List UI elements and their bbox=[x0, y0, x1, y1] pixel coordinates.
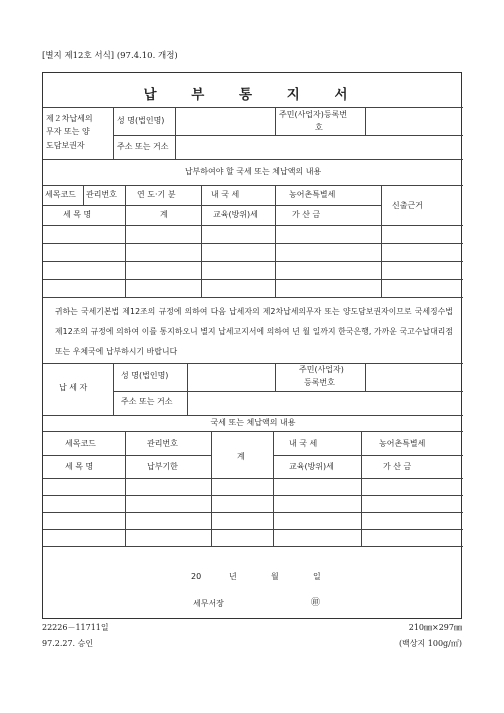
rule bbox=[275, 107, 276, 135]
rule bbox=[201, 185, 202, 297]
rule bbox=[43, 415, 463, 416]
rule bbox=[361, 431, 362, 546]
rule bbox=[113, 391, 463, 392]
rule bbox=[381, 185, 382, 297]
rule bbox=[43, 185, 463, 186]
rule bbox=[43, 279, 463, 280]
t1-header-year-category: 연 도·기 분 bbox=[137, 190, 176, 199]
rule bbox=[43, 546, 463, 547]
t1-header-total: 계 bbox=[160, 210, 168, 219]
t2-header-tax-code: 세목코드 bbox=[65, 439, 96, 448]
rule bbox=[43, 455, 211, 456]
t2-header-rural-tax: 농어촌특별세 bbox=[379, 439, 426, 448]
guarantor-address-label: 주소 또는 거소 bbox=[117, 142, 169, 151]
rule bbox=[113, 363, 114, 415]
form-title: 납 부 통 지 서 bbox=[143, 87, 363, 103]
rule bbox=[43, 495, 463, 496]
rule bbox=[43, 225, 463, 226]
tax-office-label: 세무서장 bbox=[193, 599, 224, 608]
date-year-unit: 년 bbox=[229, 572, 237, 581]
t2-header-national-tax: 내 국 세 bbox=[289, 439, 318, 448]
rule bbox=[43, 297, 463, 298]
footer-size: 210㎜×297㎜ bbox=[408, 623, 462, 632]
date-month-unit: 월 bbox=[271, 572, 279, 581]
rule bbox=[273, 455, 463, 456]
rule bbox=[211, 431, 212, 546]
t2-header-edu-tax: 교육(방위)세 bbox=[289, 462, 334, 471]
form-number-header: [별지 제12호 서식] (97.4.10. 개정) bbox=[42, 51, 178, 61]
guarantor-name-label: 성 명(법인명) bbox=[117, 116, 165, 125]
taxpayer-name-label: 성 명(법인명) bbox=[121, 371, 169, 380]
rule bbox=[365, 363, 366, 391]
guarantor-label: 도담보권자 bbox=[46, 141, 85, 150]
rule bbox=[113, 135, 463, 136]
taxpayer-address-label: 주소 또는 거소 bbox=[121, 397, 173, 406]
rule bbox=[43, 431, 463, 432]
guarantor-label: 무자 또는 양 bbox=[46, 127, 90, 136]
t1-header-mgmt-no: 관리번호 bbox=[86, 190, 117, 199]
rule bbox=[83, 185, 84, 205]
rule bbox=[175, 107, 176, 159]
t1-header-national-tax: 내 국 세 bbox=[211, 190, 240, 199]
rule bbox=[43, 478, 463, 479]
rule bbox=[273, 431, 274, 546]
rule bbox=[125, 431, 126, 546]
rule bbox=[43, 205, 381, 206]
t2-header-due: 납부기한 bbox=[147, 462, 178, 471]
guarantor-regno-label: 주민(사업자)등록번 bbox=[279, 110, 348, 119]
date-day-unit: 일 bbox=[313, 572, 321, 581]
rule bbox=[187, 363, 188, 415]
t2-header-tax-item: 세 목 명 bbox=[65, 462, 94, 471]
t2-header-total: 계 bbox=[237, 452, 245, 461]
taxpayer-label: 납 세 자 bbox=[59, 383, 88, 392]
rule bbox=[43, 363, 463, 364]
t1-header-surcharge: 가 산 금 bbox=[292, 210, 321, 219]
t1-header-edu-tax: 교육(방위)세 bbox=[213, 210, 258, 219]
section2-title: 국세 또는 체납액의 내용 bbox=[210, 418, 296, 427]
rule bbox=[275, 185, 276, 297]
t1-header-tax-code: 세목코드 bbox=[45, 190, 76, 199]
footer-approval: 97.2.27. 승인 bbox=[42, 639, 94, 648]
rule bbox=[43, 243, 463, 244]
taxpayer-regno-label: 등록번호 bbox=[304, 378, 335, 387]
rule bbox=[125, 185, 126, 297]
t1-header-tax-item: 세 목 명 bbox=[63, 210, 92, 219]
guarantor-label: 제２차납세의 bbox=[46, 114, 93, 123]
rule bbox=[43, 529, 463, 530]
notice-form bbox=[42, 72, 462, 619]
date-year: 20 bbox=[191, 572, 202, 581]
taxpayer-regno-label: 주민(사업자) bbox=[299, 365, 344, 374]
rule bbox=[43, 512, 463, 513]
section1-title: 납부하여야 할 국세 또는 체납액의 내용 bbox=[184, 167, 322, 176]
guarantor-regno-label: 호 bbox=[315, 123, 323, 132]
footer-paper: (백상지 100g/㎡) bbox=[398, 639, 462, 648]
t1-header-rural-tax: 농어촌특별세 bbox=[289, 190, 336, 199]
rule bbox=[43, 107, 463, 108]
rule bbox=[43, 261, 463, 262]
rule bbox=[275, 363, 276, 391]
t2-header-mgmt-no: 관리번호 bbox=[147, 439, 178, 448]
t1-header-basis: 신출근거 bbox=[392, 201, 423, 210]
rule bbox=[113, 107, 114, 159]
rule bbox=[365, 107, 366, 135]
notice-paragraph: 귀하는 국세기본법 제12조의 규정에 의하여 다음 납세자의 제2차납세의무자 또는 양도담보권자이므로 국세징수법 제12조의 규정에 의하여 이를 통지하오니 별지 납세고지서에 의하여 년 월 일까지 한국은행, 가까운 국고수납대리점 또는 우체국에 납부하시기 바랍니다 bbox=[55, 307, 453, 356]
t2-header-surcharge: 가 산 금 bbox=[383, 462, 412, 471]
footer-code: 22226－11711일 bbox=[42, 623, 109, 632]
seal-icon: ㊞ bbox=[311, 598, 321, 608]
rule bbox=[43, 159, 463, 160]
